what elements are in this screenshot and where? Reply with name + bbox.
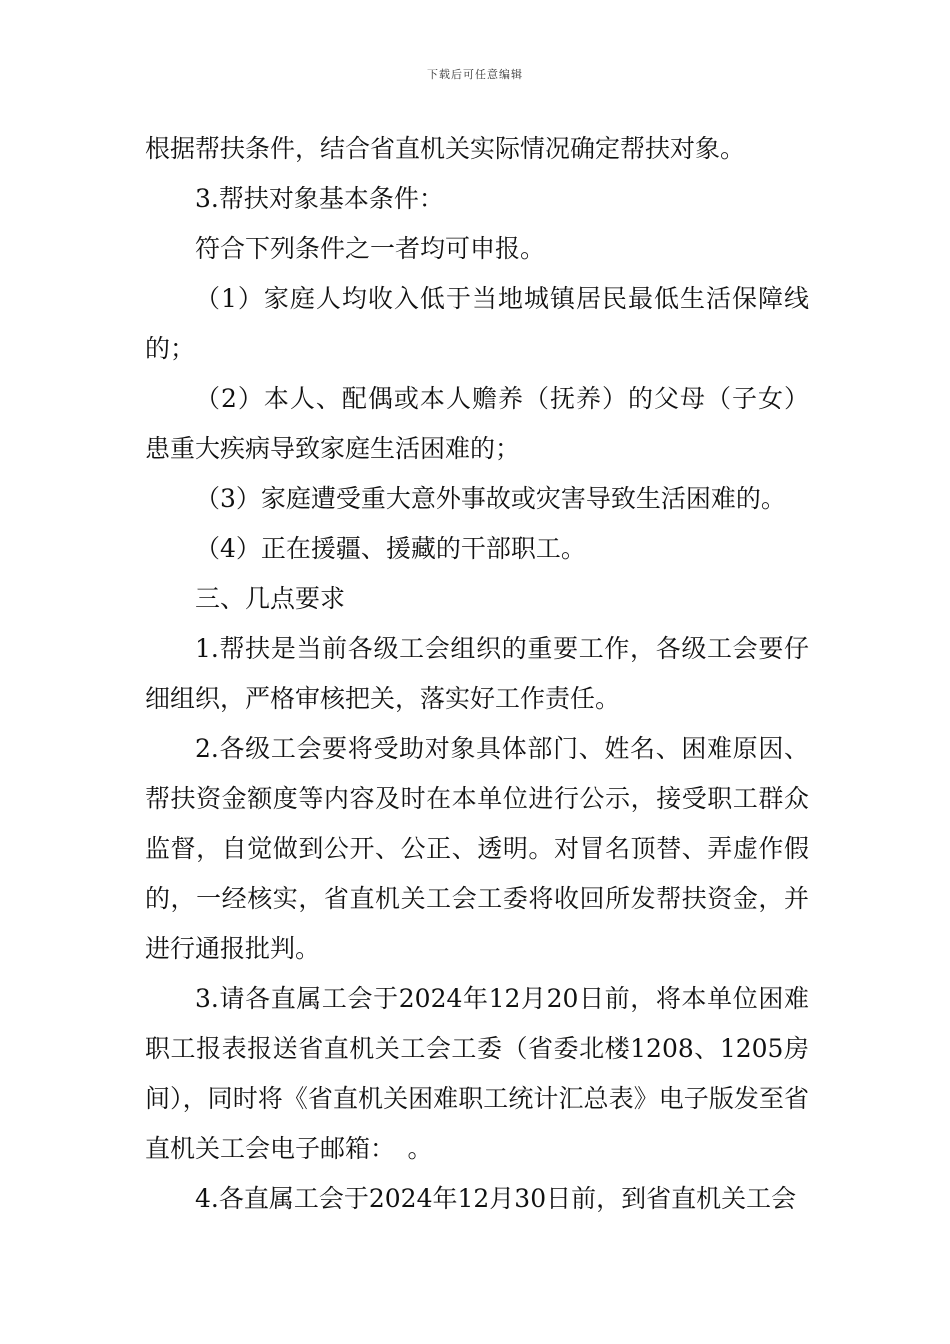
paragraph-1: 根据帮扶条件，结合省直机关实际情况确定帮扶对象。: [145, 134, 746, 163]
paragraph-6: （3）家庭遭受重大意外事故或灾害导致生活困难的。: [195, 484, 786, 513]
section-heading: 三、几点要求: [195, 584, 346, 613]
document-body: [145, 124, 809, 1224]
paragraph-10: 2.各级工会要将受助对象具体部门、姓名、困难原因、帮扶资金额度等内容及时在本单位进行公示，接受职工群众监督，自觉做到公开、公正、透明。对冒名顶替、弄虚作假的，一经核实，省直机关工会工委将收回所发帮扶资金，并进行通报批判。: [145, 734, 809, 963]
paragraph-2: 3.帮扶对象基本条件：: [195, 184, 444, 213]
paragraph-5: （2）本人、配偶或本人赡养（抚养）的父母（子女）患重大疾病导致家庭生活困难的；: [145, 384, 809, 463]
paragraph-3: 符合下列条件之一者均可申报。: [195, 234, 546, 263]
paragraph-4: （1）家庭人均收入低于当地城镇居民最低生活保障线的；: [145, 284, 809, 363]
paragraph-9: 1.帮扶是当前各级工会组织的重要工作，各级工会要仔细组织，严格审核把关，落实好工作责任。: [145, 634, 809, 713]
paragraph-12: 4.各直属工会于2024年12月30日前，到省直机关工会: [195, 1184, 797, 1213]
paragraph-7: （4）正在援疆、援藏的干部职工。: [195, 534, 586, 563]
page-header: 下载后可任意编辑: [427, 68, 523, 81]
paragraph-11: 3.请各直属工会于2024年12月20日前，将本单位困难职工报表报送省直机关工会工委（省委北楼1208、1205房间），同时将《省直机关困难职工统计汇总表》电子版发至省直机关工会电子邮箱： 。: [145, 984, 809, 1163]
